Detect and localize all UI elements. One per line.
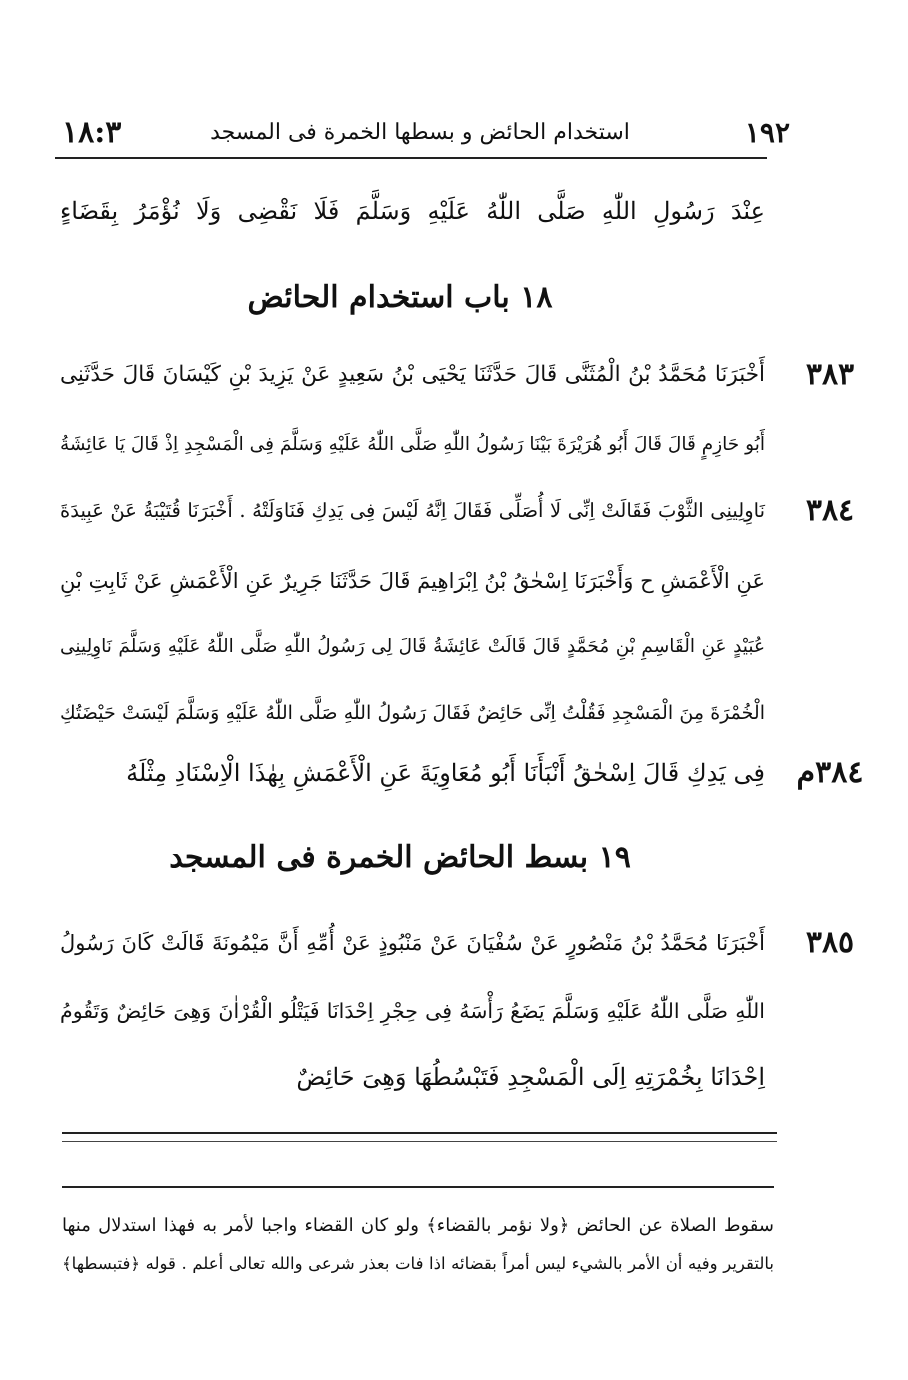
- hadith-line: نَاوِلِينِى الثَّوْبَ فَقَالَتْ اِنِّى لَا أُصَلِّى فَقَالَ اِنَّهُ لَيْسَ فِى يَدِكِ فَنَاوَلَتْهُ . أَخْبَرَنَا قُتَيْبَةُ عَنْ عَبِيدَةَ: [60, 499, 765, 522]
- hadith-number: ٣٨٣: [805, 357, 855, 392]
- hadith-number: ٣٨٥: [805, 925, 855, 960]
- hadith-line: عَنِ الْأَعْمَشِ ح وَأَخْبَرَنَا اِسْحٰقُ بْنُ اِبْرَاهِيمَ قَالَ حَدَّثَنَا جَرِيرٌ عَنِ الْأَعْمَشِ عَنْ ثَابِتِ بْنِ: [60, 569, 765, 593]
- hadith-line: اللّٰهِ صَلَّى اللّٰهُ عَلَيْهِ وَسَلَّمَ يَضَعُ رَأْسَهُ فِى حِجْرِ اِحْدَانَا فَيَتْلُو الْقُرْاٰنَ وَهِىَ حَائِضٌ وَتَقُومُ: [60, 999, 765, 1023]
- hadith-line: فِى يَدِكِ قَالَ اِسْحٰقُ أَنْبَأَنَا أَبُو مُعَاوِيَةَ عَنِ الْأَعْمَشِ بِهٰذَا الْاِسْنَادِ مِثْلَهُ: [126, 759, 765, 787]
- footnote-line: سقوط الصلاة عن الحائض ﴿ولا نؤمر بالقضاء﴾ ولو كان القضاء واجبا لأمر به فهذا استدلال منها: [62, 1215, 774, 1236]
- text-end-rule-thin: [62, 1141, 777, 1142]
- footnote-line: بالتقرير وفيه أن الأمر بالشيء ليس أمراً بقضائه اذا فات بعذر شرعى والله تعالى أعلم . قوله ﴿فتبسطها﴾: [62, 1254, 774, 1273]
- header-rule: [55, 157, 767, 159]
- hadith-number: ٣٨٤: [805, 493, 855, 528]
- page-number: ١٩٢: [744, 116, 790, 149]
- intro-line: عِنْدَ رَسُولِ اللّٰهِ صَلَّى اللّٰهُ عَلَيْهِ وَسَلَّمَ فَلَا نَقْضِى وَلَا نُؤْمَرُ بِقَضَاءٍ: [60, 197, 765, 225]
- hadith-line: الْخُمْرَةَ مِنَ الْمَسْجِدِ فَقُلْتُ اِنِّى حَائِضٌ فَقَالَ رَسُولُ اللّٰهِ صَلَّى اللّٰهُ عَلَيْهِ وَسَلَّمَ لَيْسَتْ حَيْضَتُكِ: [60, 702, 765, 724]
- hadith-line: اِحْدَانَا بِخُمْرَتِهِ اِلَى الْمَسْجِدِ فَتَبْسُطُهَا وَهِىَ حَائِضٌ: [296, 1063, 765, 1091]
- hadith-number: ٣٨٤م: [796, 755, 864, 790]
- chapter-heading: ١٨ باب استخدام الحائض: [247, 280, 553, 315]
- hadith-line: أَبُو حَازِمٍ قَالَ قَالَ أَبُو هُرَيْرَةَ بَيْنَا رَسُولُ اللّٰهِ صَلَّى اللّٰهُ عَلَيْهِ وَسَلَّمَ فِى الْمَسْجِدِ اِذْ قَالَ يَا عَائِشَةُ: [60, 434, 765, 455]
- section-reference: ١٨:٣: [62, 115, 122, 150]
- hadith-line: أَخْبَرَنَا مُحَمَّدُ بْنُ الْمُثَنَّى قَالَ حَدَّثَنَا يَحْيَى بْنُ سَعِيدٍ عَنْ يَزِيدَ بْنِ كَيْسَانَ قَالَ حَدَّثَنِى: [60, 362, 765, 387]
- text-end-rule: [62, 1132, 777, 1134]
- hadith-line: أَخْبَرَنَا مُحَمَّدُ بْنُ مَنْصُورٍ عَنْ سُفْيَانَ عَنْ مَنْبُوذٍ عَنْ أُمِّهِ أَنَّ مَيْمُونَةَ قَالَتْ كَانَ رَسُولُ: [60, 931, 765, 955]
- hadith-line: عُبَيْدٍ عَنِ الْقَاسِمِ بْنِ مُحَمَّدٍ قَالَ قَالَتْ عَائِشَةُ قَالَ لِى رَسُولُ اللّٰهِ صَلَّى اللّٰهُ عَلَيْهِ وَسَلَّمَ نَاوِلِينِى: [60, 636, 765, 657]
- footnote-rule: [62, 1186, 774, 1188]
- chapter-heading: ١٩ بسط الحائض الخمرة فى المسجد: [169, 840, 631, 875]
- running-title: استخدام الحائض و بسطها الخمرة فى المسجد: [210, 120, 630, 145]
